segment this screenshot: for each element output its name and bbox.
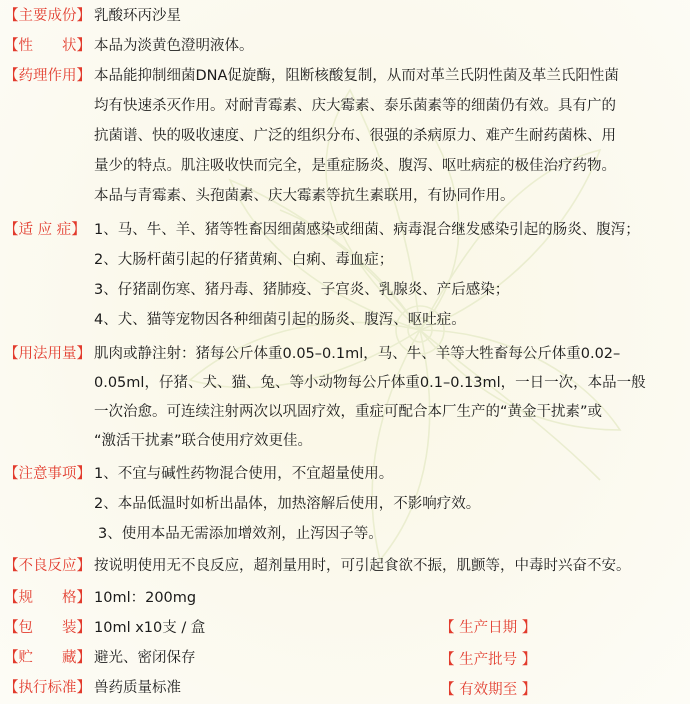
section-text: 避光、密闭保存 — [94, 650, 196, 666]
section-text: 抗菌谱、快的吸收速度、广泛的组织分布、很强的杀病原力、难产生耐药菌株、用 — [94, 128, 616, 144]
section-text: 10ml：200mg — [94, 590, 197, 606]
section-text: 本品为淡黄色澄明液体。 — [94, 38, 254, 54]
section-tag: 【用法用量】 — [4, 346, 91, 362]
section-text: 本品与青霉素、头孢菌素、庆大霉素等抗生素联用，有协同作用。 — [94, 188, 515, 204]
section-text: 均有快速杀灭作用。对耐青霉素、庆大霉素、泰乐菌素等的细菌仍有效。具有广的 — [94, 98, 616, 114]
section-text: 兽药质量标准 — [94, 680, 181, 696]
section-text: 一次治愈。可连续注射两次以巩固疗效，重症可配合本厂生产的“黄金干扰素”或 — [94, 404, 603, 420]
section-tag: 【性 状】 — [4, 38, 91, 54]
section-text: 4、犬、猫等宠物因各种细菌引起的肠炎、腹泻、呕吐症。 — [94, 312, 466, 328]
production-date-tag: 【 生产日期 】 — [440, 620, 537, 636]
section-text: 乳酸环丙沙星 — [94, 8, 181, 24]
section-text: 3、使用本品无需添加增效剂，止泻因子等。 — [98, 526, 383, 542]
section-tag: 【药理作用】 — [4, 68, 91, 84]
section-tag: 【规 格】 — [4, 590, 91, 606]
section-text: 量少的特点。肌注吸收快而完全，是重症肠炎、腹泻、呕吐病症的极佳治疗药物。 — [94, 158, 616, 174]
section-tag: 【不良反应】 — [4, 558, 91, 574]
batch-number-tag: 【 生产批号 】 — [440, 652, 537, 668]
section-text: 0.05ml，仔猪、犬、猫、兔、等小动物每公斤体重0.1–0.13ml，一日一次，本品一般 — [94, 375, 646, 391]
section-tag: 【执行标准】 — [4, 680, 91, 696]
section-text: 2、大肠杆菌引起的仔猪黄痢、白痢、毒血症； — [94, 252, 394, 268]
section-tag: 【贮 藏】 — [4, 650, 91, 666]
section-text: 2、本品低温时如析出晶体，加热溶解后使用，不影响疗效。 — [94, 496, 481, 512]
section-text: “激活干扰素”联合使用疗效更佳。 — [94, 433, 313, 449]
section-text: 按说明使用无不良反应，超剂量用时，可引起食欲不振，肌颤等，中毒时兴奋不安。 — [94, 558, 631, 574]
section-text: 1、不宜与碱性药物混合使用，不宜超量使用。 — [94, 466, 394, 482]
section-tag: 【包 装】 — [4, 620, 91, 636]
expiry-date-tag: 【 有效期至 】 — [440, 682, 537, 698]
section-tag: 【适 应 症】 — [4, 222, 86, 238]
section-text: 本品能抑制细菌DNA促旋酶，阻断核酸复制，从而对革兰氏阴性菌及革兰氏阳性菌 — [94, 68, 619, 84]
section-tag: 【主要成份】 — [4, 8, 91, 24]
section-text: 10ml x10支 / 盒 — [94, 620, 206, 636]
section-tag: 【注意事项】 — [4, 466, 91, 482]
section-text: 肌肉或静注射：猪每公斤体重0.05–0.1ml，马、牛、羊等大牲畜每公斤体重0.02– — [94, 346, 621, 362]
section-text: 1、马、牛、羊、猪等牲畜因细菌感染或细菌、病毒混合继发感染引起的肠炎、腹泻； — [94, 222, 640, 238]
section-text: 3、仔猪副伤寒、猪丹毒、猪肺疫、子宫炎、乳腺炎、产后感染； — [94, 282, 510, 298]
